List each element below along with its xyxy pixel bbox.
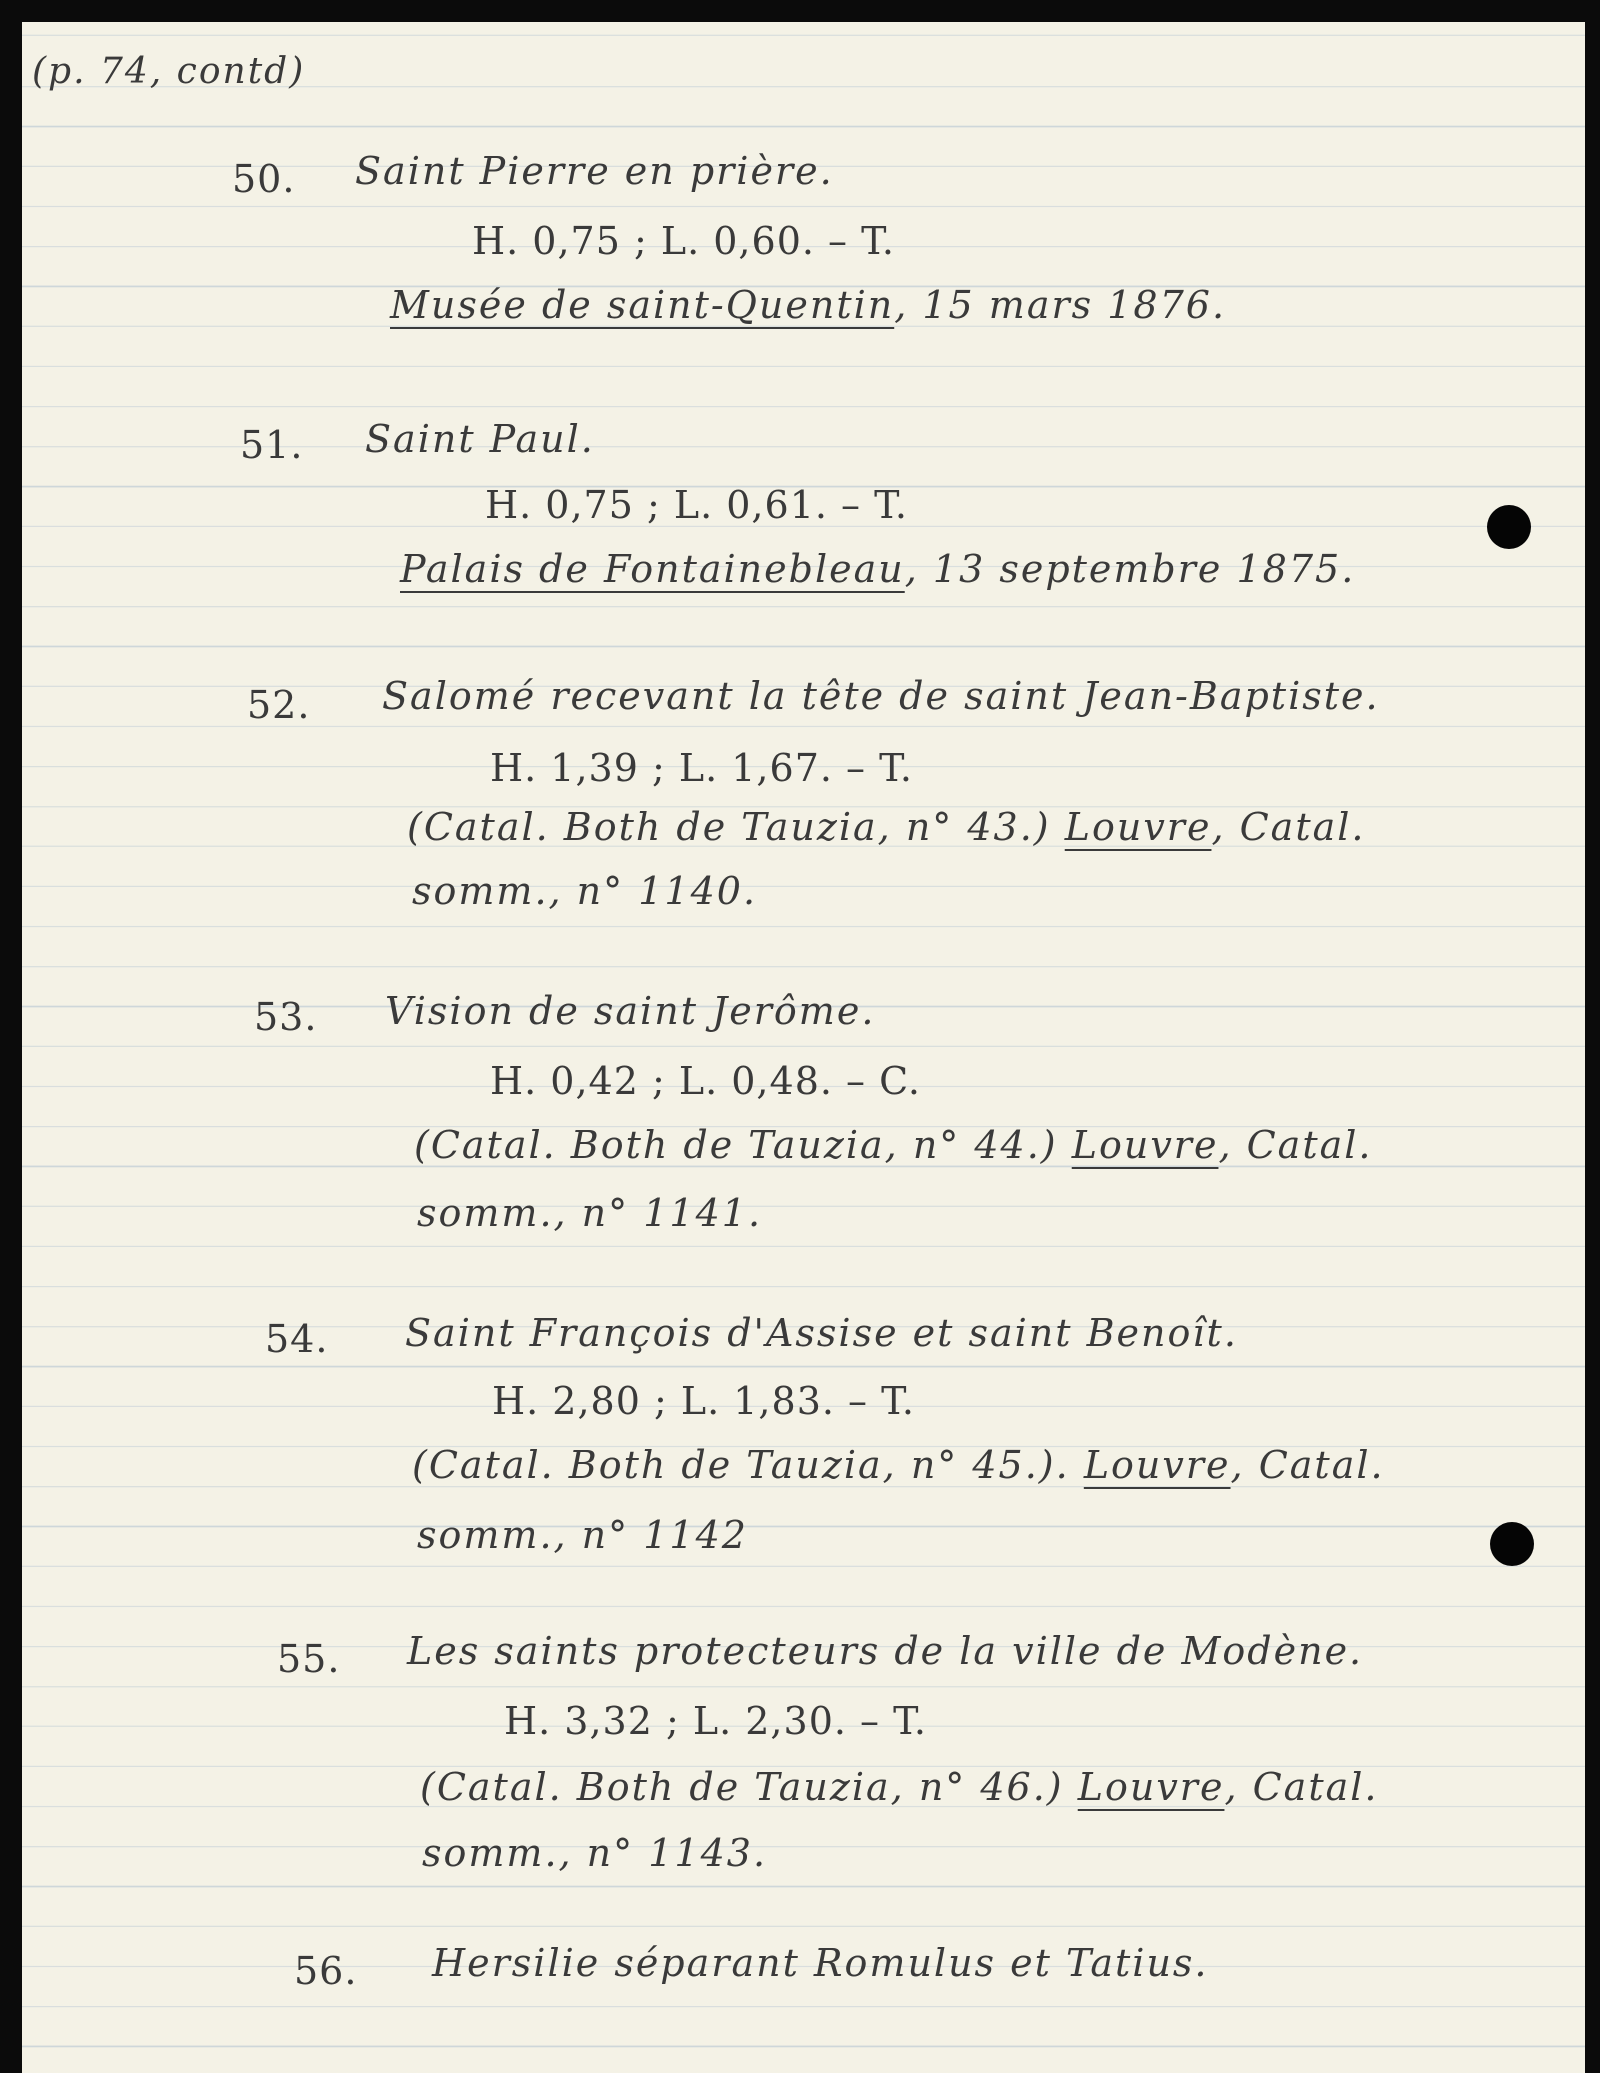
catalogue-reference: (Catal. Both de Tauzia, n° 44.) (414, 1123, 1058, 1167)
entry-number: 51. (240, 423, 304, 467)
location-place: Musée de saint-Quentin (390, 283, 895, 327)
entry-title: Vision de saint Jerôme. (385, 989, 876, 1033)
catalogue-note: , Catal. (1230, 1443, 1385, 1487)
entry-reference (407, 805, 1366, 849)
catalogue-note: , Catal. (1218, 1123, 1373, 1167)
entry-location (390, 283, 1227, 327)
entry-title: Saint François d'Assise et saint Benoît. (405, 1311, 1238, 1355)
entry-dimensions: H. 2,80 ; L. 1,83. – T. (492, 1379, 915, 1423)
location-place: Louvre (1071, 1123, 1219, 1167)
entry-dimensions: H. 0,75 ; L. 0,61. – T. (485, 483, 908, 527)
location-place: Louvre (1077, 1765, 1225, 1809)
location-date: , 13 septembre 1875. (904, 547, 1356, 591)
entry-title: Saint Pierre en prière. (355, 149, 834, 193)
entry-location (400, 547, 1356, 591)
entry-reference (412, 1443, 1385, 1487)
location-place: Louvre (1064, 805, 1212, 849)
manuscript-page (22, 22, 1585, 2073)
location-place: Louvre (1083, 1443, 1231, 1487)
entry-reference-cont: somm., n° 1143. (422, 1831, 768, 1875)
entry-reference (414, 1123, 1373, 1167)
entry-title: Hersilie séparant Romulus et Tatius. (432, 1941, 1209, 1985)
entry-reference-cont: somm., n° 1140. (412, 869, 758, 913)
entry-reference-cont: somm., n° 1141. (417, 1191, 763, 1235)
entry-title: Saint Paul. (365, 417, 595, 461)
catalogue-note: , Catal. (1211, 805, 1366, 849)
entry-reference-cont: somm., n° 1142 (417, 1513, 748, 1557)
entry-dimensions: H. 1,39 ; L. 1,67. – T. (490, 746, 913, 790)
catalogue-reference: (Catal. Both de Tauzia, n° 43.) (407, 805, 1051, 849)
entry-number: 55. (277, 1637, 341, 1681)
entry-reference (420, 1765, 1379, 1809)
continuation-note: (p. 74, contd) (32, 51, 306, 92)
catalogue-reference: (Catal. Both de Tauzia, n° 45.). (412, 1443, 1070, 1487)
punch-hole-lower (1490, 1522, 1534, 1566)
entry-title: Salomé recevant la tête de saint Jean-Baptiste. (382, 674, 1380, 718)
location-place: Palais de Fontainebleau (400, 547, 905, 591)
entry-dimensions: H. 3,32 ; L. 2,30. – T. (504, 1699, 927, 1743)
entry-number: 56. (294, 1949, 358, 1993)
entry-dimensions: H. 0,75 ; L. 0,60. – T. (472, 219, 895, 263)
catalogue-reference: (Catal. Both de Tauzia, n° 46.) (420, 1765, 1064, 1809)
entry-title: Les saints protecteurs de la ville de Modène. (407, 1629, 1364, 1673)
location-date: , 15 mars 1876. (894, 283, 1227, 327)
entry-number: 52. (247, 683, 311, 727)
punch-hole-upper (1487, 505, 1531, 549)
entry-number: 54. (265, 1317, 329, 1361)
entry-number: 53. (254, 995, 318, 1039)
catalogue-note: , Catal. (1224, 1765, 1379, 1809)
entry-number: 50. (232, 157, 296, 201)
entry-dimensions: H. 0,42 ; L. 0,48. – C. (490, 1059, 921, 1103)
